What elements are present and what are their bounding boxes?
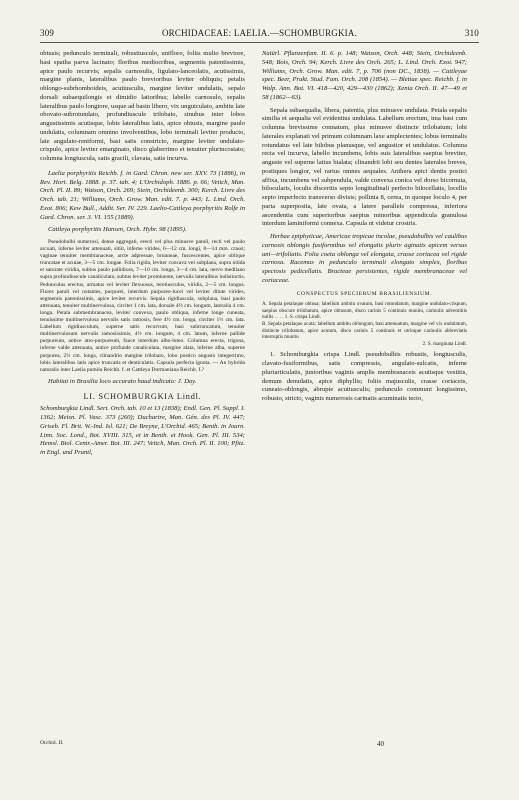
genus-references-continued: Natürl. Pflanzenfam. II. 6. p. 148; Watson, Orch. 448; Stein, Orchideenb. 548; Bois, Orch. 94; Kerch. Livre des Orch. 265; L. Lind. Orch. Exot. 947; Williams, Orch. Grow. Man. edit. 7, p. 706 (non DC., 1838). — Cattleyae spec. Beer, Prakt. Stud. Fam. Orch. 208 (1854). — Bletiae spec. Reichb. f. in Walp. Ann. Bot. VI. 418—420, 429—430 (1862); Xenia Orch. II. 47—49 et 58 (1862—63). [262, 50, 467, 101]
running-title: ORCHIDACEAE: LAELIA.—SCHOMBURGKIA. [161, 28, 358, 38]
page-number-left: 309 [40, 28, 55, 38]
left-column [40, 50, 245, 462]
citation-laelia-porphyritis: Laelia porphyritis Reichb. f. in Gard. Chron. new ser. XXV. 73 (1886), in Rev. Hort. Belg. 1888. p. 37. tab. 4; L'Orchidoph. 1886. p. 66; Veitch, Man. Orch. Pl. II. 89; Watson, Orch. 269; Stein, Orchideenb. 300; Kerch. Livre des Orch. tab. 21; Williams, Orch. Grow. Man. edit. 7. p. 443; L. Lind. Orch. Exot. 806; Kew Bull., Addit. Ser. IV. 229. Laelio-Cattleya porphyritis Rolfe in Gard. Chron. ser. 3. VI. 155 (1889). [40, 169, 245, 221]
page-number-right: 310 [464, 28, 479, 38]
species-1-description: 1. Schomburgkia crispa Lindl. pseudobulbis robustis, longiusculis, clavato-fusiformibus, satis compressis, angulato-sulcatis, inferne pluriarticulatis, junioribus vaginis amplis membranaceis acutisque vestitis, demum denudatis, apice diphyllis; foliis majusculis, crasse coriaceis, cuneato-oblongis, abrupte acutiusculis; pedunculo communi longissimo, robusto, stricto, vaginis numerosis carinatis acuminatis tecto, [262, 351, 467, 403]
genus-heading: LI. SCHOMBURGKIA Lindl. [83, 391, 202, 401]
detailed-description: Pseudobulbi numerosi, dense aggregati, erecti vel plus minusve patuli, recti vel paulo arcuati, inferne leviter attenuati, sitiit, inferne virides, 6—12 cm. longi, 8—14 mm. crassi; vaginae tenuiter membranaceae, arcte adpressae, brunneae, fuscescentes, apice oblique truncatae et acutae, 3—5 cm. longae. Folia rigida, leviter concava vel subplana, supra nitida et saturate viridia, subtus paulo pallidiora, 7—10 cm. longa, 3—4 cm. lata, nervo medliano supra profundiuscule canaliculato, subtus leviter prominente, nervulis lateralibus indistinctis. Pedunculus erectus, armatus vel leviter flexuosus, teretiusculus, viridis, 2—5 cm. longus. Flores patuli vel nutantes, purpurei, interdum purpureo-lucei vel leviter dilute virides, segmentis patentissimis, apice leviter recurvis. Sepala rigidiuscula, subplana, basi paulo attenuata, tenuiter multinervulosa, circiter 1 cm. lata, dorsale 4½ cm. longum, lateralia 4 cm. longa. Petala submembranacea, leviter convexa, paulo obliqua, inferne longe cuneata, tenuissime multinervulosa nervulis satis ramosis, fere 4½ cm. longa, circiter 1½ cm. lata. Labellum rigidiusculum, superne satis recurvum, basi subtruncatum, tenuiter multinervulosum nervulis ramosissimis, 4½ cm. longum, 4 cm. latum, inferne pallide purpureum, antice atro-purpureum, fauce interdum albo-luteo. Columna erecta, trigona, inferne valde attenuata, antice profunde canaliculata, margine alata, inferne alba, superne purpurea, 2½ cm. longa, clinandrio margine trilobato, lobo postico angusto integerrimo, lobis lateralibus latis apice truncatis et denticulatis. Capsula perfecta ignota. — An hybrida naturalis inter Laelia pumila Reichb. f. et Cattleya Dormaniana Reichb. f.? [40, 239, 245, 373]
citation-cattleya-porphyritis: Cattleya porphyritis Hansen, Orch. Hybr. 98 (1895). [48, 226, 187, 234]
habitat-note: Habitat in Brasilia loco accurato haud indicato: J. Day. [48, 377, 197, 385]
genus-description: Sepala subaequalia, libera, patentia, plus minusve undulata. Petala sepalis similia et aequalia vel evidentius undulata. Labellum erectum, ima basi cum columna brevissime connatum, plus minusve distincte trilobatum; lobi laterales explanati vel primum columnam laxe amplectentes; lobus terminalis rotundatus vel late bilobus planusque, vel angustior et undulatus. Columna recta vel incurva, labello incumbens, lobis suis lateralibus saepius breviter, anguste vel superne latius bialata; clinandrii lobi seu dentes laterales breves, postiques longior, vel rarius omnes aequales. Anthera apici dentis postici affixa, incumbens vel subpendula, valde convexa conica vel dorso bicornuta, bilocularis, loculis disceritis septo longitudinali perfecto bilocellatis, locellis septo imperfecto transverso divisis; pollinia 8, cerea, in quoque loculo 4, per paria superposita, late ovata, a latere parallele compressa, inferiora ascendentia cum superioribus saepius minoribus appendicula granulosa interdum laminiformi connexa. Capsula nt videtur crostris. [262, 106, 467, 228]
conspectus-key-a: A. Sepala petalaque obtusa; labellum ambitu ovatum, basi rotundatum, margine undulato-crispum, saepius obscure trilobatum, apice obtusum, disco carinis 5 continuis munitu, carinulis adventitiis nullis . . . . 1. S. crispa Lindl. [262, 301, 467, 321]
footer-sheet-number: 40 [377, 740, 384, 748]
habit-description: Herbae epiphyticae, Americae tropicae incolae, pseudobulbis vel caulibus carnosis oblongis fusiformibus vel elongatis pluriv aginatis apicem versus uni—trifoliatis. Folia coeta oblonga vel elongata, crasse coriacea vel rigide carnosa. Racemus in pedunculo terminali elongato simplex, floribus speciosis pedicellatis. Bracteae persistentes, rigide membranaceae vel coriaceae. [262, 233, 467, 284]
footer-signature: Orchid. II. [40, 740, 64, 746]
conspectus-key-b: B. Sepala petalaque acuta; labellum ambitu oblongum, basi attenuatum, margine vel vix undulatum, distincte trilobatum, apice acutum, disco carinis 5 continuis et utrinque carinulis abbreviatis interruptis munitu [262, 321, 467, 341]
header-rule [40, 42, 479, 43]
genus-references: Schomburgkia Lindl. Sert. Orch. tab. 10 et 13 (1838); Endl. Gen. Pl. Suppl. I. 1362; Meisn. Pl. Vasc. 373 (260); Duchartre, Man. Gén. des Pl. IV. 447; Griseb. Fl. Brit. W.-Ind. Isl. 621; De Breyne, L'Orchid. 465; Benth. in Journ. Linn. Soc. Lond., Bot. XVIII. 315, et in Benth. et Hook. Gen. Pl. III. 534; Hemsl. Biol. Centr.-Amer. Bot. III. 247; Veitch, Man. Orch. Pl. II. 100; Pfitz. in Engl. und Prantl, [40, 405, 245, 457]
species-description-end: obtusis; pedunculo terminali, robustiusculo, unifloro, foliis multo breviore, basi spatha parva lacinato; floribus mediocribus, segmentis patentissimis, apice paulo recurvis; sepalis carnosulis, ligulato-lanceolatis, acutissimis, margine planis, lateralibus paulo brevioribus leviter obliquis; petalis oblongo-subrhomboideis, acutiusculis, margine leviter undulatis, sepalo dorsali subaequilongis et dimidio latioribus; labello carnosulo, sepalis lateralibus paulo longiore, usque ad basin libero, vix unguiculato, ambitu late obovato-subrotundato, profundiuscule trilobato, sinubus inter lobos angustissimis acutisque, lobis lateralibus latis, apice obtusis, margine paulo undulatis, columnam omnino involventibus, lobo terminali leviter producto, late angulato-reniformi, basi satis constricto, margine leviter undulato-crispulo, apice leviter emarginato, disco glaberrimo et tenuiter plurincostato; columna longiuscula, satis gracili, clavata, satis incurva. [40, 50, 245, 162]
conspectus-key-b-species: 2. S. marginata Lindl. [422, 340, 467, 347]
conspectus-title: CONSPECTUS SPECIERUM BRASILIENSIUM. [296, 290, 433, 297]
running-header [40, 28, 479, 42]
right-column [262, 50, 467, 408]
